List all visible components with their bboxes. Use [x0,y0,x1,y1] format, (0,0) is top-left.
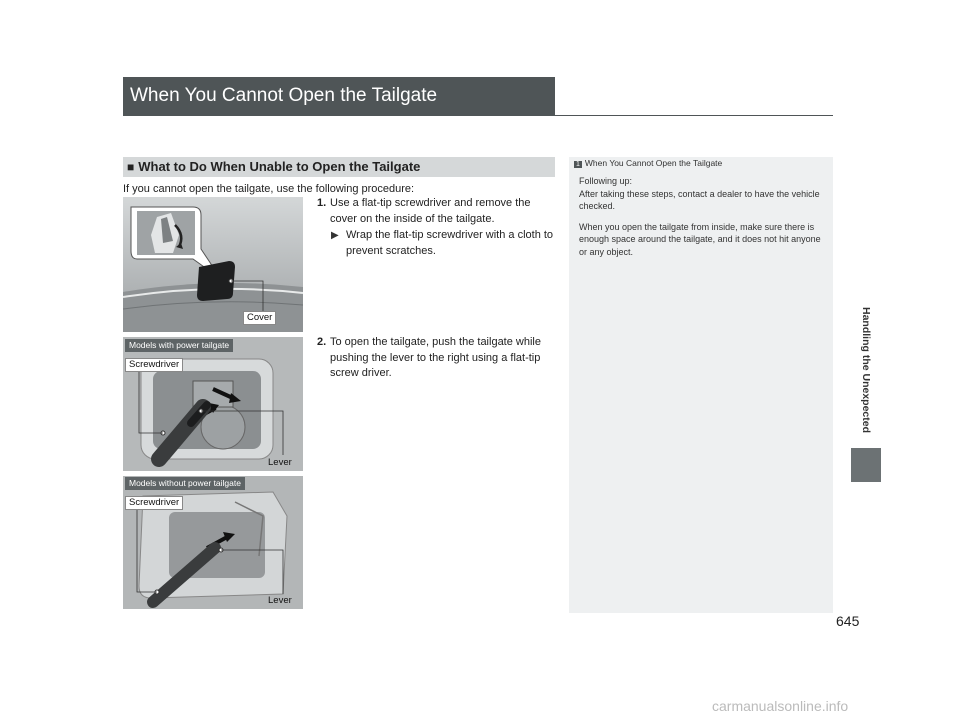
step-subnote: Wrap the flat-tip screwdriver with a cloth to prevent scratches. [346,229,554,257]
sidebar-heading [574,158,722,168]
sidebar-paragraph: Following up: [579,176,633,186]
chapter-label: Handling the Unexpected [860,306,872,434]
watermark: carmanualsonline.info [712,698,849,714]
step-1 [317,196,555,259]
page-number: 645 [836,613,860,629]
step-text: To open the tailgate, push the tailgate while pushing the lever to the right using a flat-tip screw driver. [330,336,541,379]
sidebar-text [579,175,827,266]
section-title: What to Do When Unable to Open the Tailgate [138,159,421,174]
intro-text: If you cannot open the tailgate, use the following procedure: [123,183,415,195]
sidebar-heading-text: When You Cannot Open the Tailgate [584,158,723,168]
section-heading [123,157,555,177]
reference-number: 1 [576,161,580,168]
chapter-tab [851,448,881,482]
cover-illustration [123,197,303,332]
step-text: Use a flat-tip screwdriver and remove the cover on the inside of the tailgate. [330,197,531,225]
title-divider [123,115,833,116]
screwdriver-label: Screwdriver [125,358,183,372]
lever-label: Lever [268,595,292,606]
lever-label: Lever [268,457,292,468]
power-tailgate-badge: Models with power tailgate [125,339,233,352]
section-marker: ■ [127,160,135,174]
step-2 [317,335,555,382]
power-tailgate-illustration [123,337,303,471]
page-title: When You Cannot Open the Tailgate [123,77,555,115]
sidebar-paragraph: After taking these steps, contact a dealer to have the vehicle checked. [579,188,820,211]
step-number: 2. [317,336,327,348]
cover-label: Cover [243,311,276,325]
screwdriver-label: Screwdriver [125,496,183,510]
sidebar-paragraph: When you open the tailgate from inside, make sure there is enough space around the tailgate, and it does not hit anyone or any object. [579,221,821,257]
arrow-right-icon: ▶ [331,230,339,241]
step-number: 1. [317,197,327,209]
non-power-tailgate-badge: Models without power tailgate [125,477,245,490]
non-power-tailgate-illustration [123,476,303,609]
